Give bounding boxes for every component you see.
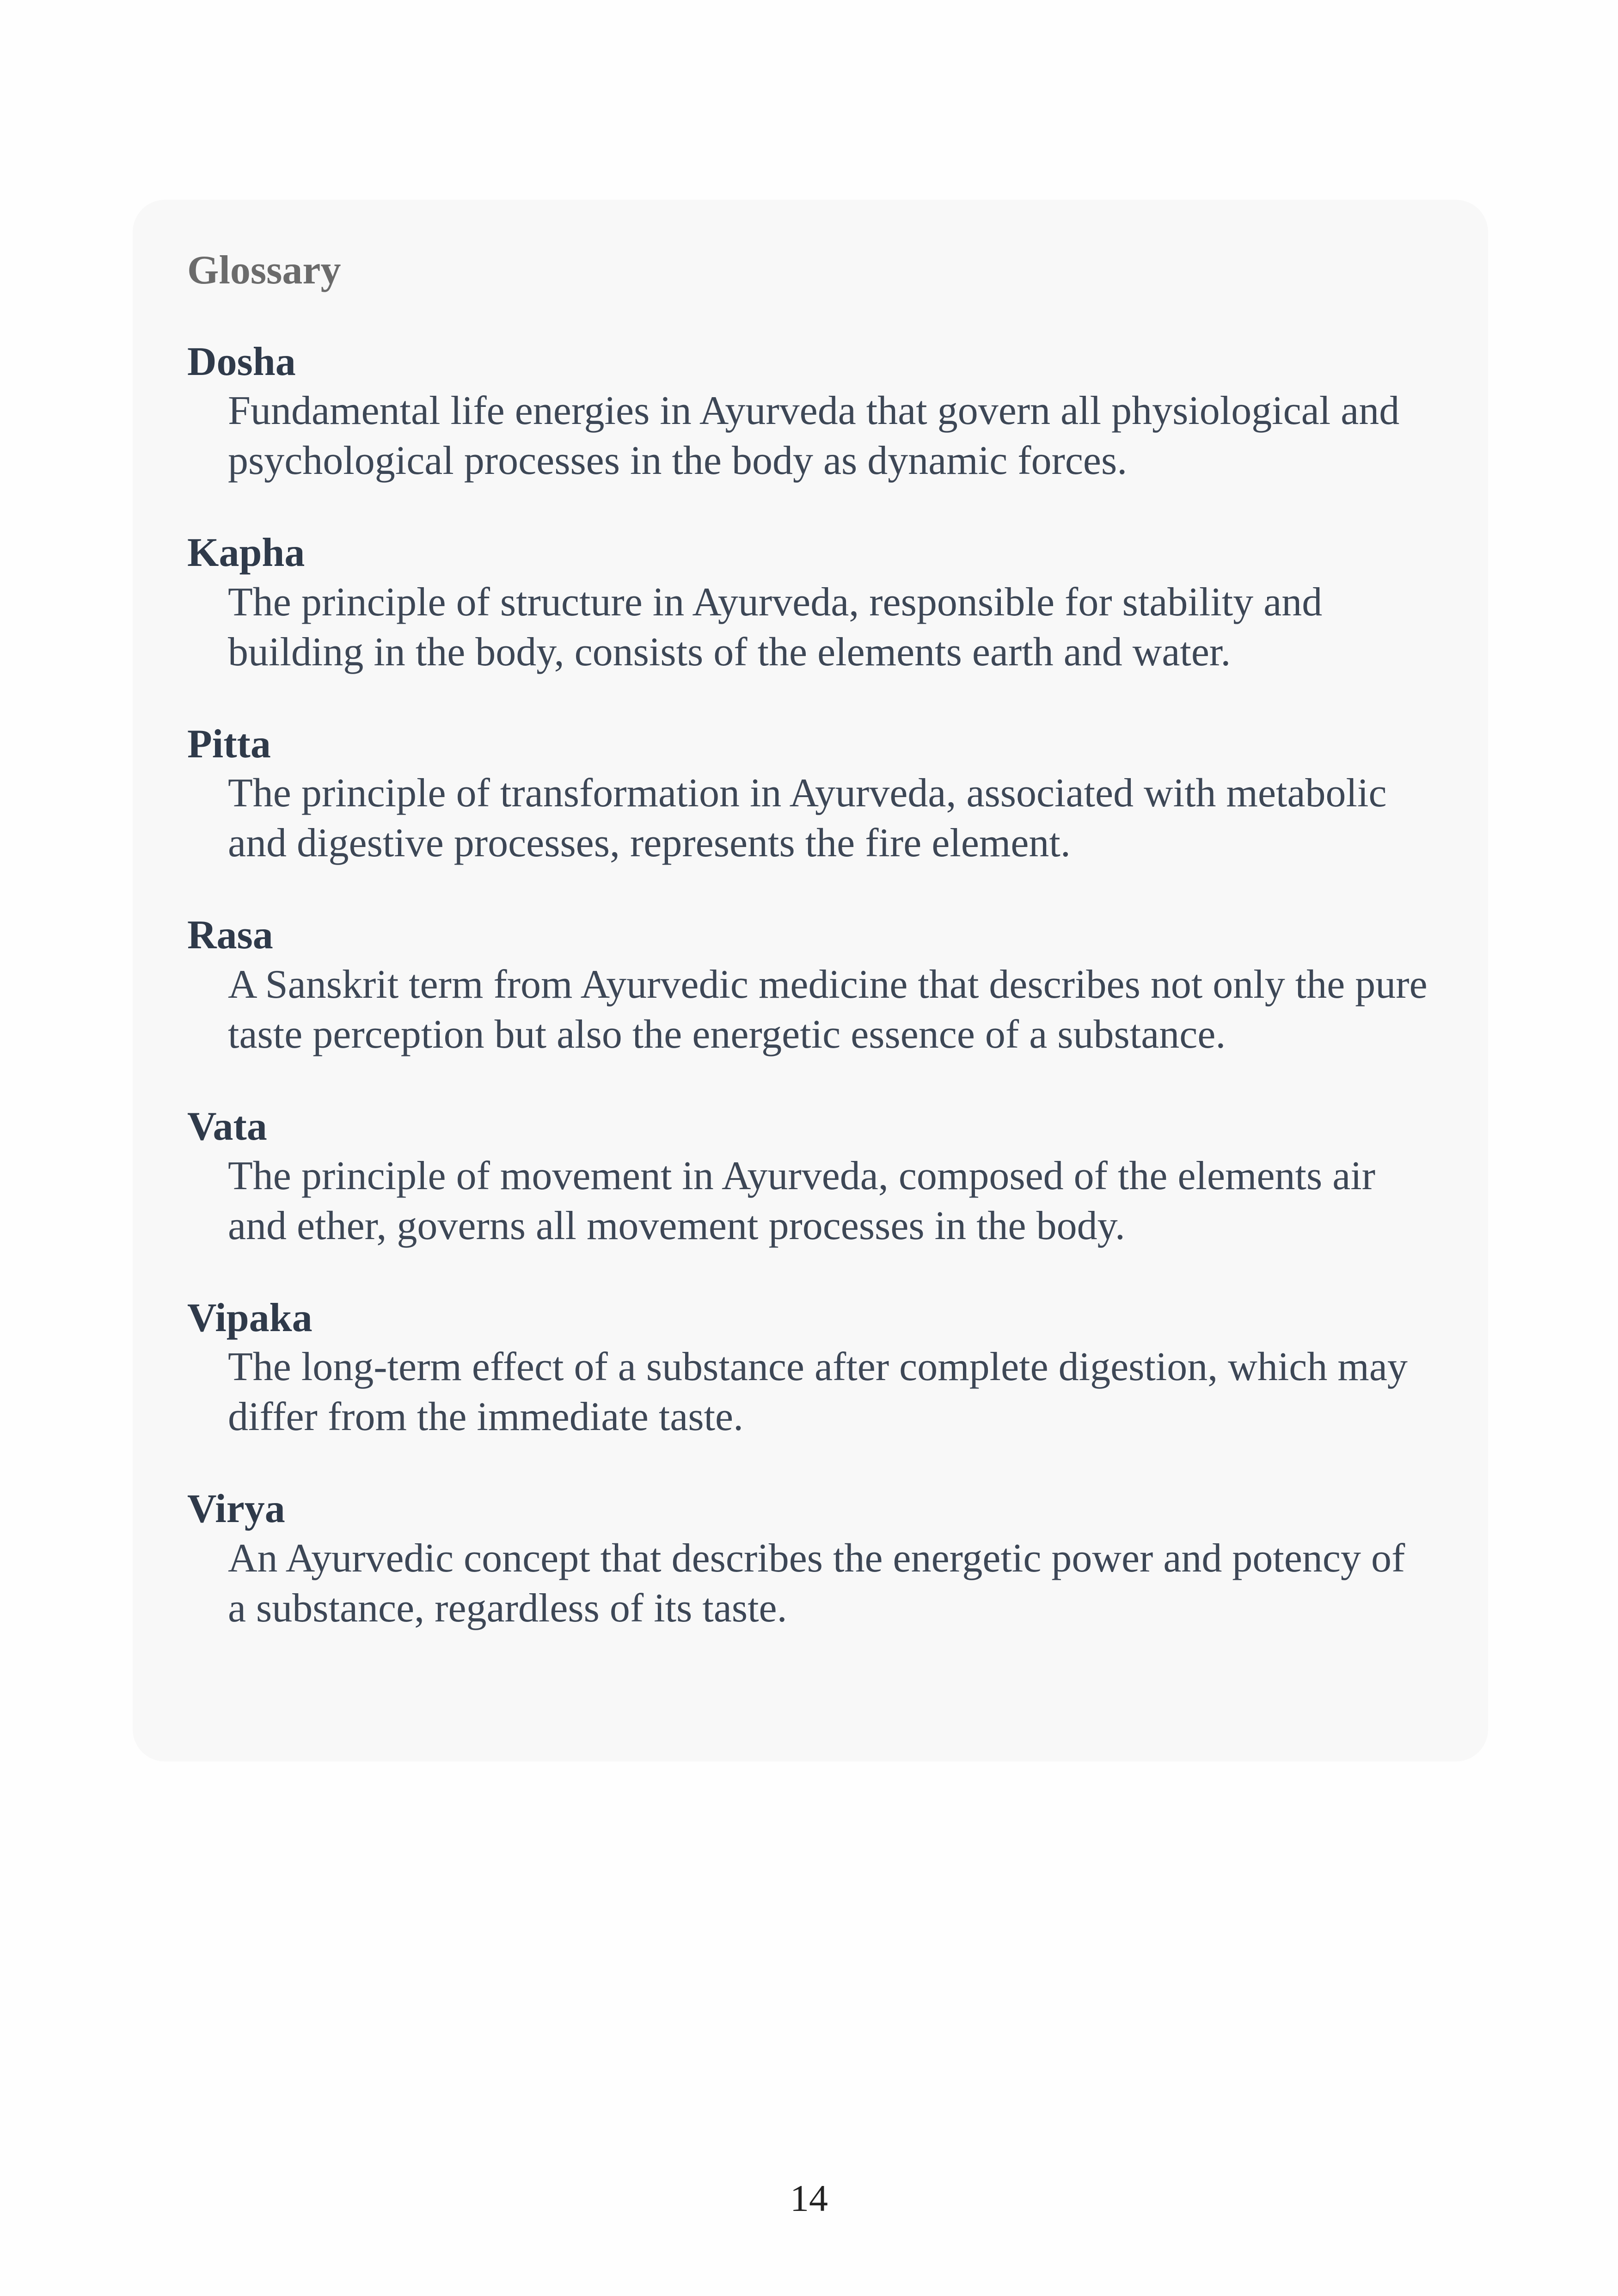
glossary-definition: The long-term effect of a substance after complete digestion, which may differ from the immediate taste. — [228, 1344, 1408, 1440]
glossary-definition: A Sanskrit term from Ayurvedic medicine that describes not only the pure taste perception but also the energetic essence of a substance. — [228, 962, 1428, 1057]
glossary-term: Rasa — [187, 913, 273, 958]
glossary-term: Pitta — [187, 721, 271, 767]
glossary-definition: Fundamental life energies in Ayurveda that govern all physiological and psychological processes in the body as dynamic forces. — [228, 388, 1400, 484]
glossary-entry-pitta — [187, 720, 1433, 869]
glossary-term: Virya — [187, 1486, 285, 1532]
glossary-term: Vata — [187, 1104, 267, 1149]
glossary-definition: The principle of movement in Ayurveda, composed of the elements air and ether, governs all movement processes in the body. — [228, 1153, 1376, 1248]
glossary-definition: An Ayurvedic concept that describes the energetic power and potency of a substance, regardless of its taste. — [228, 1535, 1405, 1631]
glossary-term: Dosha — [187, 339, 296, 384]
glossary-box — [133, 200, 1488, 1762]
glossary-term: Vipaka — [187, 1295, 313, 1340]
glossary-term: Kapha — [187, 530, 305, 576]
glossary-entry-kapha — [187, 528, 1433, 677]
glossary-definition: The principle of structure in Ayurveda, responsible for stability and building in the body, consists of the elements earth and water. — [228, 579, 1323, 675]
glossary-entry-vata — [187, 1102, 1433, 1251]
glossary-entry-rasa — [187, 911, 1433, 1060]
glossary-definition: The principle of transformation in Ayurveda, associated with metabolic and digestive processes, represents the fire element. — [228, 771, 1387, 866]
glossary-title: Glossary — [187, 248, 341, 293]
glossary-entry-virya — [187, 1485, 1433, 1633]
glossary-entry-dosha — [187, 338, 1433, 486]
page-number: 14 — [790, 2177, 828, 2219]
glossary-entry-vipaka — [187, 1294, 1433, 1443]
